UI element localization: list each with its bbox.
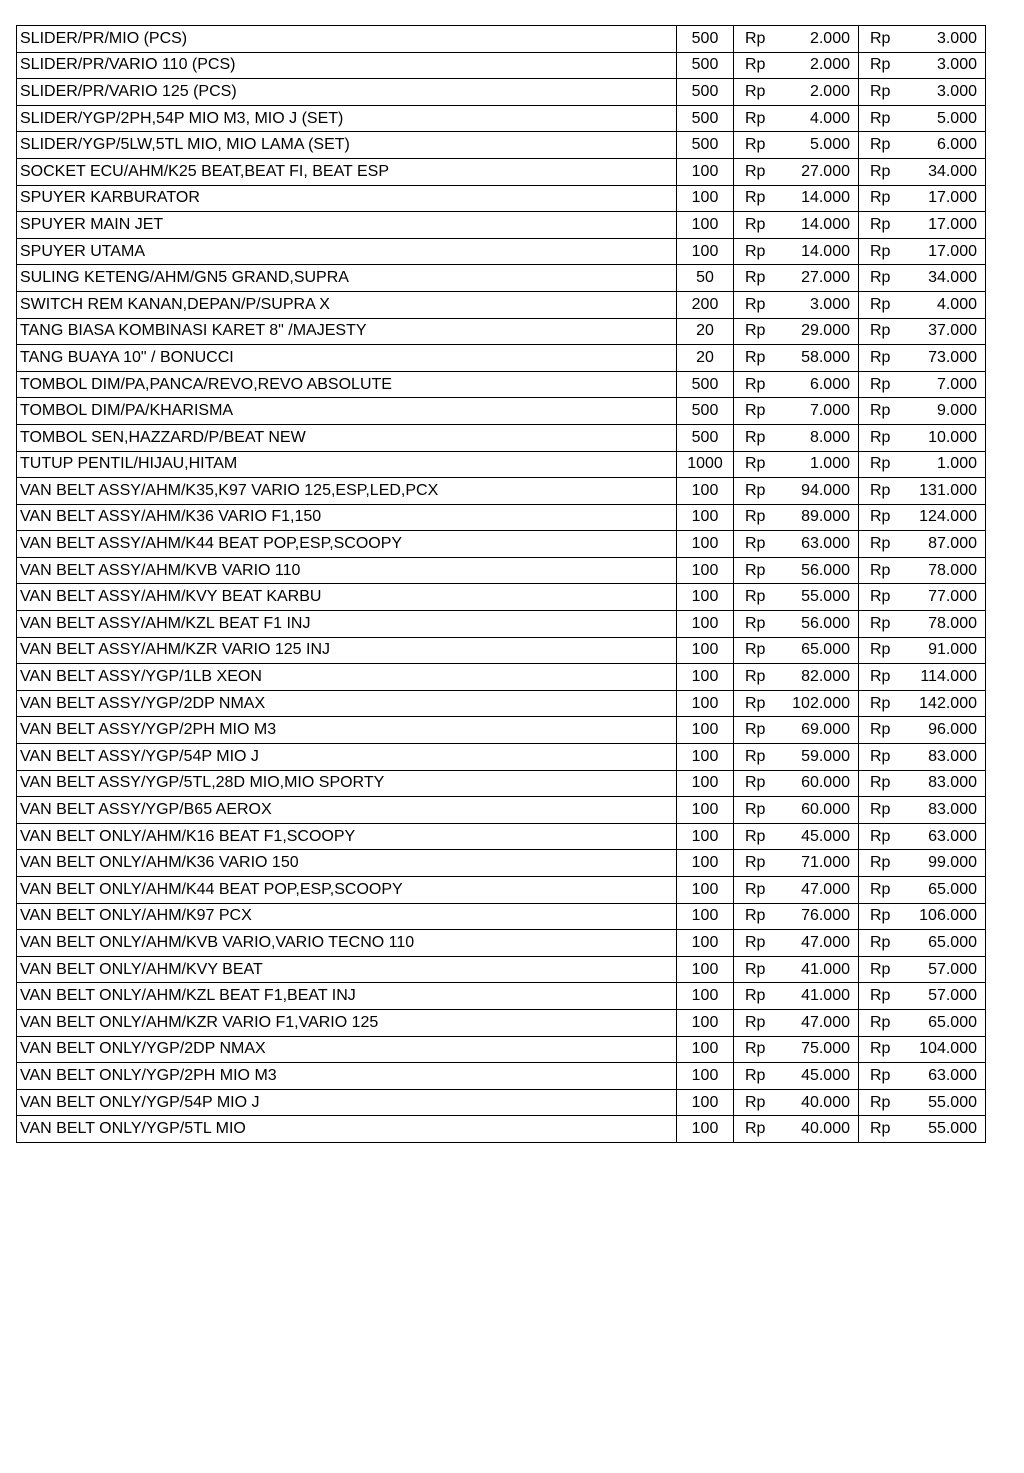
quantity-cell: 500 xyxy=(677,424,734,451)
currency-cell: Rp xyxy=(734,823,782,850)
retail-price-cell: 65.000 xyxy=(907,877,986,904)
price-cell: 58.000 xyxy=(782,345,859,372)
retail-price-cell: 3.000 xyxy=(907,26,986,53)
price-cell: 69.000 xyxy=(782,717,859,744)
currency-cell: Rp xyxy=(734,531,782,558)
currency-cell: Rp xyxy=(734,212,782,239)
currency-cell: Rp xyxy=(859,611,907,638)
quantity-cell: 100 xyxy=(677,158,734,185)
currency-cell: Rp xyxy=(734,637,782,664)
currency-cell: Rp xyxy=(734,1063,782,1090)
item-name-cell: VAN BELT ONLY/AHM/KZL BEAT F1,BEAT INJ xyxy=(17,983,677,1010)
table-row xyxy=(17,318,986,345)
price-cell: 55.000 xyxy=(782,584,859,611)
retail-price-cell: 4.000 xyxy=(907,291,986,318)
currency-cell: Rp xyxy=(734,930,782,957)
retail-price-cell: 131.000 xyxy=(907,478,986,505)
item-name-cell: VAN BELT ASSY/AHM/K44 BEAT POP,ESP,SCOOPY xyxy=(17,531,677,558)
currency-cell: Rp xyxy=(859,744,907,771)
item-name-cell: VAN BELT ONLY/YGP/2DP NMAX xyxy=(17,1036,677,1063)
price-cell: 2.000 xyxy=(782,52,859,79)
table-row xyxy=(17,903,986,930)
price-cell: 14.000 xyxy=(782,238,859,265)
currency-cell: Rp xyxy=(859,557,907,584)
table-row xyxy=(17,79,986,106)
table-row xyxy=(17,770,986,797)
retail-price-cell: 124.000 xyxy=(907,504,986,531)
item-name-cell: TOMBOL DIM/PA/KHARISMA xyxy=(17,398,677,425)
price-cell: 47.000 xyxy=(782,877,859,904)
currency-cell: Rp xyxy=(734,504,782,531)
price-cell: 102.000 xyxy=(782,690,859,717)
currency-cell: Rp xyxy=(859,212,907,239)
currency-cell: Rp xyxy=(859,823,907,850)
price-cell: 60.000 xyxy=(782,797,859,824)
quantity-cell: 20 xyxy=(677,318,734,345)
currency-cell: Rp xyxy=(734,424,782,451)
quantity-cell: 100 xyxy=(677,877,734,904)
quantity-cell: 100 xyxy=(677,664,734,691)
currency-cell: Rp xyxy=(734,611,782,638)
currency-cell: Rp xyxy=(734,318,782,345)
price-cell: 59.000 xyxy=(782,744,859,771)
quantity-cell: 500 xyxy=(677,79,734,106)
quantity-cell: 100 xyxy=(677,930,734,957)
table-row xyxy=(17,531,986,558)
item-name-cell: VAN BELT ASSY/AHM/KVY BEAT KARBU xyxy=(17,584,677,611)
table-row xyxy=(17,823,986,850)
quantity-cell: 200 xyxy=(677,291,734,318)
table-row xyxy=(17,690,986,717)
table-row xyxy=(17,132,986,159)
quantity-cell: 100 xyxy=(677,717,734,744)
price-list-table xyxy=(16,25,986,1143)
table-row xyxy=(17,26,986,53)
currency-cell: Rp xyxy=(859,265,907,292)
retail-price-cell: 17.000 xyxy=(907,212,986,239)
currency-cell: Rp xyxy=(734,451,782,478)
quantity-cell: 500 xyxy=(677,132,734,159)
table-row xyxy=(17,265,986,292)
table-row xyxy=(17,504,986,531)
currency-cell: Rp xyxy=(859,345,907,372)
item-name-cell: VAN BELT ASSY/YGP/2DP NMAX xyxy=(17,690,677,717)
table-row xyxy=(17,584,986,611)
price-cell: 45.000 xyxy=(782,823,859,850)
item-name-cell: SWITCH REM KANAN,DEPAN/P/SUPRA X xyxy=(17,291,677,318)
currency-cell: Rp xyxy=(859,451,907,478)
price-cell: 29.000 xyxy=(782,318,859,345)
currency-cell: Rp xyxy=(734,557,782,584)
quantity-cell: 100 xyxy=(677,690,734,717)
price-cell: 27.000 xyxy=(782,158,859,185)
currency-cell: Rp xyxy=(859,1116,907,1143)
price-cell: 27.000 xyxy=(782,265,859,292)
currency-cell: Rp xyxy=(734,744,782,771)
retail-price-cell: 63.000 xyxy=(907,1063,986,1090)
table-row xyxy=(17,637,986,664)
currency-cell: Rp xyxy=(859,185,907,212)
price-cell: 14.000 xyxy=(782,185,859,212)
retail-price-cell: 91.000 xyxy=(907,637,986,664)
item-name-cell: TUTUP PENTIL/HIJAU,HITAM xyxy=(17,451,677,478)
table-row xyxy=(17,611,986,638)
table-row xyxy=(17,185,986,212)
currency-cell: Rp xyxy=(859,398,907,425)
item-name-cell: VAN BELT ASSY/AHM/K36 VARIO F1,150 xyxy=(17,504,677,531)
currency-cell: Rp xyxy=(734,903,782,930)
currency-cell: Rp xyxy=(734,478,782,505)
currency-cell: Rp xyxy=(859,690,907,717)
item-name-cell: VAN BELT ASSY/AHM/KZR VARIO 125 INJ xyxy=(17,637,677,664)
currency-cell: Rp xyxy=(734,26,782,53)
currency-cell: Rp xyxy=(734,797,782,824)
currency-cell: Rp xyxy=(734,690,782,717)
quantity-cell: 100 xyxy=(677,744,734,771)
table-row xyxy=(17,212,986,239)
price-cell: 2.000 xyxy=(782,79,859,106)
table-row xyxy=(17,956,986,983)
item-name-cell: VAN BELT ONLY/YGP/2PH MIO M3 xyxy=(17,1063,677,1090)
quantity-cell: 100 xyxy=(677,797,734,824)
quantity-cell: 100 xyxy=(677,850,734,877)
currency-cell: Rp xyxy=(734,158,782,185)
quantity-cell: 1000 xyxy=(677,451,734,478)
currency-cell: Rp xyxy=(859,1009,907,1036)
currency-cell: Rp xyxy=(859,371,907,398)
item-name-cell: SOCKET ECU/AHM/K25 BEAT,BEAT FI, BEAT ESP xyxy=(17,158,677,185)
table-row xyxy=(17,291,986,318)
currency-cell: Rp xyxy=(859,531,907,558)
quantity-cell: 500 xyxy=(677,52,734,79)
currency-cell: Rp xyxy=(734,185,782,212)
quantity-cell: 100 xyxy=(677,1063,734,1090)
item-name-cell: SPUYER MAIN JET xyxy=(17,212,677,239)
price-cell: 41.000 xyxy=(782,983,859,1010)
price-cell: 7.000 xyxy=(782,398,859,425)
price-cell: 56.000 xyxy=(782,611,859,638)
quantity-cell: 100 xyxy=(677,504,734,531)
price-cell: 2.000 xyxy=(782,26,859,53)
item-name-cell: SLIDER/PR/VARIO 110 (PCS) xyxy=(17,52,677,79)
currency-cell: Rp xyxy=(734,770,782,797)
currency-cell: Rp xyxy=(859,797,907,824)
quantity-cell: 100 xyxy=(677,478,734,505)
price-cell: 71.000 xyxy=(782,850,859,877)
currency-cell: Rp xyxy=(734,717,782,744)
quantity-cell: 500 xyxy=(677,26,734,53)
retail-price-cell: 17.000 xyxy=(907,185,986,212)
currency-cell: Rp xyxy=(859,52,907,79)
table-row xyxy=(17,424,986,451)
quantity-cell: 500 xyxy=(677,398,734,425)
retail-price-cell: 57.000 xyxy=(907,956,986,983)
currency-cell: Rp xyxy=(734,1009,782,1036)
quantity-cell: 100 xyxy=(677,1116,734,1143)
price-cell: 40.000 xyxy=(782,1089,859,1116)
price-cell: 56.000 xyxy=(782,557,859,584)
retail-price-cell: 96.000 xyxy=(907,717,986,744)
quantity-cell: 100 xyxy=(677,611,734,638)
item-name-cell: VAN BELT ONLY/AHM/KVB VARIO,VARIO TECNO 110 xyxy=(17,930,677,957)
retail-price-cell: 114.000 xyxy=(907,664,986,691)
table-row xyxy=(17,371,986,398)
currency-cell: Rp xyxy=(859,850,907,877)
quantity-cell: 100 xyxy=(677,185,734,212)
item-name-cell: VAN BELT ASSY/AHM/KZL BEAT F1 INJ xyxy=(17,611,677,638)
retail-price-cell: 83.000 xyxy=(907,797,986,824)
quantity-cell: 100 xyxy=(677,584,734,611)
currency-cell: Rp xyxy=(859,238,907,265)
retail-price-cell: 73.000 xyxy=(907,345,986,372)
retail-price-cell: 3.000 xyxy=(907,79,986,106)
table-row xyxy=(17,451,986,478)
retail-price-cell: 83.000 xyxy=(907,744,986,771)
table-row xyxy=(17,983,986,1010)
currency-cell: Rp xyxy=(859,132,907,159)
quantity-cell: 100 xyxy=(677,212,734,239)
quantity-cell: 50 xyxy=(677,265,734,292)
currency-cell: Rp xyxy=(859,903,907,930)
retail-price-cell: 65.000 xyxy=(907,930,986,957)
currency-cell: Rp xyxy=(859,318,907,345)
retail-price-cell: 78.000 xyxy=(907,611,986,638)
price-cell: 45.000 xyxy=(782,1063,859,1090)
retail-price-cell: 37.000 xyxy=(907,318,986,345)
table-row xyxy=(17,1036,986,1063)
quantity-cell: 100 xyxy=(677,557,734,584)
retail-price-cell: 63.000 xyxy=(907,823,986,850)
item-name-cell: TANG BUAYA 10" / BONUCCI xyxy=(17,345,677,372)
item-name-cell: VAN BELT ONLY/AHM/KVY BEAT xyxy=(17,956,677,983)
retail-price-cell: 7.000 xyxy=(907,371,986,398)
retail-price-cell: 142.000 xyxy=(907,690,986,717)
item-name-cell: VAN BELT ASSY/YGP/B65 AEROX xyxy=(17,797,677,824)
quantity-cell: 500 xyxy=(677,371,734,398)
currency-cell: Rp xyxy=(734,132,782,159)
table-row xyxy=(17,717,986,744)
currency-cell: Rp xyxy=(859,584,907,611)
table-row xyxy=(17,930,986,957)
table-row xyxy=(17,158,986,185)
item-name-cell: SULING KETENG/AHM/GN5 GRAND,SUPRA xyxy=(17,265,677,292)
quantity-cell: 100 xyxy=(677,1036,734,1063)
retail-price-cell: 10.000 xyxy=(907,424,986,451)
currency-cell: Rp xyxy=(859,478,907,505)
item-name-cell: SPUYER KARBURATOR xyxy=(17,185,677,212)
currency-cell: Rp xyxy=(734,79,782,106)
currency-cell: Rp xyxy=(859,26,907,53)
price-cell: 94.000 xyxy=(782,478,859,505)
item-name-cell: VAN BELT ASSY/AHM/KVB VARIO 110 xyxy=(17,557,677,584)
retail-price-cell: 1.000 xyxy=(907,451,986,478)
item-name-cell: VAN BELT ONLY/AHM/K36 VARIO 150 xyxy=(17,850,677,877)
retail-price-cell: 3.000 xyxy=(907,52,986,79)
currency-cell: Rp xyxy=(734,1036,782,1063)
price-cell: 65.000 xyxy=(782,637,859,664)
price-cell: 14.000 xyxy=(782,212,859,239)
item-name-cell: VAN BELT ONLY/AHM/K16 BEAT F1,SCOOPY xyxy=(17,823,677,850)
currency-cell: Rp xyxy=(859,637,907,664)
retail-price-cell: 34.000 xyxy=(907,265,986,292)
item-name-cell: VAN BELT ASSY/YGP/54P MIO J xyxy=(17,744,677,771)
table-row xyxy=(17,877,986,904)
currency-cell: Rp xyxy=(734,291,782,318)
price-cell: 89.000 xyxy=(782,504,859,531)
price-cell: 82.000 xyxy=(782,664,859,691)
item-name-cell: SLIDER/PR/VARIO 125 (PCS) xyxy=(17,79,677,106)
item-name-cell: SLIDER/YGP/5LW,5TL MIO, MIO LAMA (SET) xyxy=(17,132,677,159)
table-row xyxy=(17,238,986,265)
currency-cell: Rp xyxy=(859,717,907,744)
retail-price-cell: 9.000 xyxy=(907,398,986,425)
currency-cell: Rp xyxy=(734,877,782,904)
currency-cell: Rp xyxy=(859,1063,907,1090)
quantity-cell: 100 xyxy=(677,823,734,850)
currency-cell: Rp xyxy=(859,158,907,185)
item-name-cell: VAN BELT ONLY/YGP/54P MIO J xyxy=(17,1089,677,1116)
currency-cell: Rp xyxy=(859,424,907,451)
item-name-cell: VAN BELT ONLY/AHM/KZR VARIO F1,VARIO 125 xyxy=(17,1009,677,1036)
currency-cell: Rp xyxy=(859,79,907,106)
retail-price-cell: 17.000 xyxy=(907,238,986,265)
retail-price-cell: 99.000 xyxy=(907,850,986,877)
retail-price-cell: 87.000 xyxy=(907,531,986,558)
table-row xyxy=(17,1116,986,1143)
price-cell: 4.000 xyxy=(782,105,859,132)
price-cell: 1.000 xyxy=(782,451,859,478)
currency-cell: Rp xyxy=(859,956,907,983)
quantity-cell: 500 xyxy=(677,105,734,132)
table-row xyxy=(17,557,986,584)
currency-cell: Rp xyxy=(859,930,907,957)
retail-price-cell: 104.000 xyxy=(907,1036,986,1063)
quantity-cell: 20 xyxy=(677,345,734,372)
price-cell: 60.000 xyxy=(782,770,859,797)
currency-cell: Rp xyxy=(734,52,782,79)
retail-price-cell: 106.000 xyxy=(907,903,986,930)
item-name-cell: VAN BELT ASSY/AHM/K35,K97 VARIO 125,ESP,LED,PCX xyxy=(17,478,677,505)
item-name-cell: VAN BELT ONLY/AHM/K44 BEAT POP,ESP,SCOOPY xyxy=(17,877,677,904)
quantity-cell: 100 xyxy=(677,983,734,1010)
currency-cell: Rp xyxy=(734,371,782,398)
table-row xyxy=(17,797,986,824)
quantity-cell: 100 xyxy=(677,531,734,558)
currency-cell: Rp xyxy=(859,664,907,691)
item-name-cell: SPUYER UTAMA xyxy=(17,238,677,265)
price-cell: 40.000 xyxy=(782,1116,859,1143)
currency-cell: Rp xyxy=(859,877,907,904)
retail-price-cell: 78.000 xyxy=(907,557,986,584)
currency-cell: Rp xyxy=(734,105,782,132)
quantity-cell: 100 xyxy=(677,1089,734,1116)
item-name-cell: VAN BELT ASSY/YGP/5TL,28D MIO,MIO SPORTY xyxy=(17,770,677,797)
currency-cell: Rp xyxy=(859,291,907,318)
item-name-cell: TOMBOL DIM/PA,PANCA/REVO,REVO ABSOLUTE xyxy=(17,371,677,398)
currency-cell: Rp xyxy=(734,956,782,983)
quantity-cell: 100 xyxy=(677,238,734,265)
table-row xyxy=(17,345,986,372)
item-name-cell: SLIDER/YGP/2PH,54P MIO M3, MIO J (SET) xyxy=(17,105,677,132)
currency-cell: Rp xyxy=(734,345,782,372)
table-row xyxy=(17,664,986,691)
currency-cell: Rp xyxy=(734,584,782,611)
retail-price-cell: 34.000 xyxy=(907,158,986,185)
price-cell: 76.000 xyxy=(782,903,859,930)
currency-cell: Rp xyxy=(734,265,782,292)
price-cell: 6.000 xyxy=(782,371,859,398)
quantity-cell: 100 xyxy=(677,637,734,664)
table-row xyxy=(17,1063,986,1090)
retail-price-cell: 55.000 xyxy=(907,1116,986,1143)
table-row xyxy=(17,105,986,132)
currency-cell: Rp xyxy=(734,850,782,877)
currency-cell: Rp xyxy=(734,238,782,265)
item-name-cell: VAN BELT ASSY/YGP/1LB XEON xyxy=(17,664,677,691)
table-row xyxy=(17,850,986,877)
retail-price-cell: 5.000 xyxy=(907,105,986,132)
price-cell: 63.000 xyxy=(782,531,859,558)
currency-cell: Rp xyxy=(734,664,782,691)
currency-cell: Rp xyxy=(859,504,907,531)
table-row xyxy=(17,52,986,79)
currency-cell: Rp xyxy=(734,1089,782,1116)
currency-cell: Rp xyxy=(734,1116,782,1143)
table-row xyxy=(17,1089,986,1116)
item-name-cell: TANG BIASA KOMBINASI KARET 8" /MAJESTY xyxy=(17,318,677,345)
quantity-cell: 100 xyxy=(677,903,734,930)
price-cell: 47.000 xyxy=(782,1009,859,1036)
item-name-cell: VAN BELT ONLY/YGP/5TL MIO xyxy=(17,1116,677,1143)
price-cell: 5.000 xyxy=(782,132,859,159)
table-row xyxy=(17,398,986,425)
currency-cell: Rp xyxy=(734,398,782,425)
item-name-cell: SLIDER/PR/MIO (PCS) xyxy=(17,26,677,53)
retail-price-cell: 57.000 xyxy=(907,983,986,1010)
item-name-cell: VAN BELT ONLY/AHM/K97 PCX xyxy=(17,903,677,930)
currency-cell: Rp xyxy=(859,983,907,1010)
quantity-cell: 100 xyxy=(677,1009,734,1036)
currency-cell: Rp xyxy=(734,983,782,1010)
price-cell: 47.000 xyxy=(782,930,859,957)
quantity-cell: 100 xyxy=(677,956,734,983)
price-cell: 3.000 xyxy=(782,291,859,318)
table-row xyxy=(17,1009,986,1036)
price-list-body xyxy=(17,26,986,1143)
price-cell: 75.000 xyxy=(782,1036,859,1063)
table-row xyxy=(17,478,986,505)
price-cell: 8.000 xyxy=(782,424,859,451)
currency-cell: Rp xyxy=(859,1036,907,1063)
table-row xyxy=(17,744,986,771)
item-name-cell: VAN BELT ASSY/YGP/2PH MIO M3 xyxy=(17,717,677,744)
item-name-cell: TOMBOL SEN,HAZZARD/P/BEAT NEW xyxy=(17,424,677,451)
price-cell: 41.000 xyxy=(782,956,859,983)
currency-cell: Rp xyxy=(859,770,907,797)
retail-price-cell: 83.000 xyxy=(907,770,986,797)
quantity-cell: 100 xyxy=(677,770,734,797)
currency-cell: Rp xyxy=(859,1089,907,1116)
retail-price-cell: 6.000 xyxy=(907,132,986,159)
retail-price-cell: 55.000 xyxy=(907,1089,986,1116)
retail-price-cell: 65.000 xyxy=(907,1009,986,1036)
retail-price-cell: 77.000 xyxy=(907,584,986,611)
currency-cell: Rp xyxy=(859,105,907,132)
